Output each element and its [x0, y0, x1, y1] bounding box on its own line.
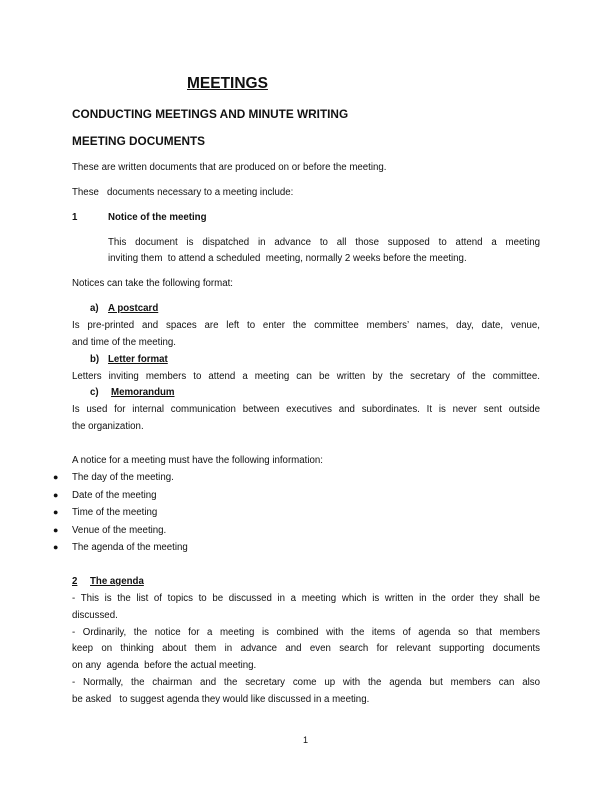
paragraph-line: be asked to suggest agenda they would like discussed in a meeting. [72, 694, 370, 705]
section-number: 1 [72, 212, 78, 223]
list-item: Venue of the meeting. [72, 525, 167, 536]
bullet-icon: ● [53, 472, 59, 482]
page-number: 1 [303, 735, 309, 745]
list-item: Date of the meeting [72, 490, 157, 501]
section-number: 2 [72, 576, 78, 587]
paragraph-line: inviting them to attend a scheduled meeting, normally 2 weeks before the meeting. [108, 253, 467, 264]
list-marker: b) [90, 354, 100, 365]
paragraph-line: Is pre-printed and spaces are left to enter the committee members’ names, day, date, venue, [72, 320, 540, 331]
format-title: Letter format [108, 354, 168, 365]
list-marker: a) [90, 303, 99, 314]
list-marker: c) [90, 387, 99, 398]
section-title: The agenda [90, 576, 144, 587]
intro-text: These documents necessary to a meeting include: [72, 187, 294, 198]
formats-intro: Notices can take the following format: [72, 278, 233, 289]
paragraph-line: - This is the list of topics to be discussed in a meeting which is written in the order they shall be [72, 593, 540, 604]
bullet-icon: ● [53, 542, 59, 552]
list-item: Time of the meeting [72, 507, 158, 518]
format-title: A postcard [108, 303, 159, 314]
paragraph-line: - Ordinarily, the notice for a meeting is combined with the items of agenda so that members [72, 627, 540, 638]
bullet-icon: ● [53, 507, 59, 517]
heading-conducting-meetings: CONDUCTING MEETINGS AND MINUTE WRITING [72, 107, 349, 121]
paragraph-line: and time of the meeting. [72, 337, 176, 348]
intro-text: These are written documents that are produced on or before the meeting. [72, 162, 387, 173]
info-intro: A notice for a meeting must have the following information: [72, 455, 323, 466]
list-item: The day of the meeting. [72, 472, 174, 483]
paragraph-line: the organization. [72, 421, 144, 432]
format-title: Memorandum [111, 387, 175, 398]
paragraph-line: discussed. [72, 610, 118, 621]
paragraph-line: Is used for internal communication between executives and subordinates. It is never sent outside [72, 404, 540, 415]
heading-meeting-documents: MEETING DOCUMENTS [72, 134, 206, 148]
paragraph-line: keep on thinking about them in advance and even search for relevant supporting documents [72, 643, 540, 654]
paragraph-line: This document is dispatched in advance to all those supposed to attend a meeting [108, 237, 540, 248]
page-title: MEETINGS [187, 75, 268, 92]
paragraph-line: on any agenda before the actual meeting. [72, 660, 257, 671]
section-title: Notice of the meeting [108, 212, 207, 223]
bullet-icon: ● [53, 525, 59, 535]
list-item: The agenda of the meeting [72, 542, 188, 553]
paragraph-line: Letters inviting members to attend a meeting can be written by the secretary of the committee. [72, 371, 540, 382]
bullet-icon: ● [53, 490, 59, 500]
paragraph-line: - Normally, the chairman and the secretary come up with the agenda but members can also [72, 677, 540, 688]
